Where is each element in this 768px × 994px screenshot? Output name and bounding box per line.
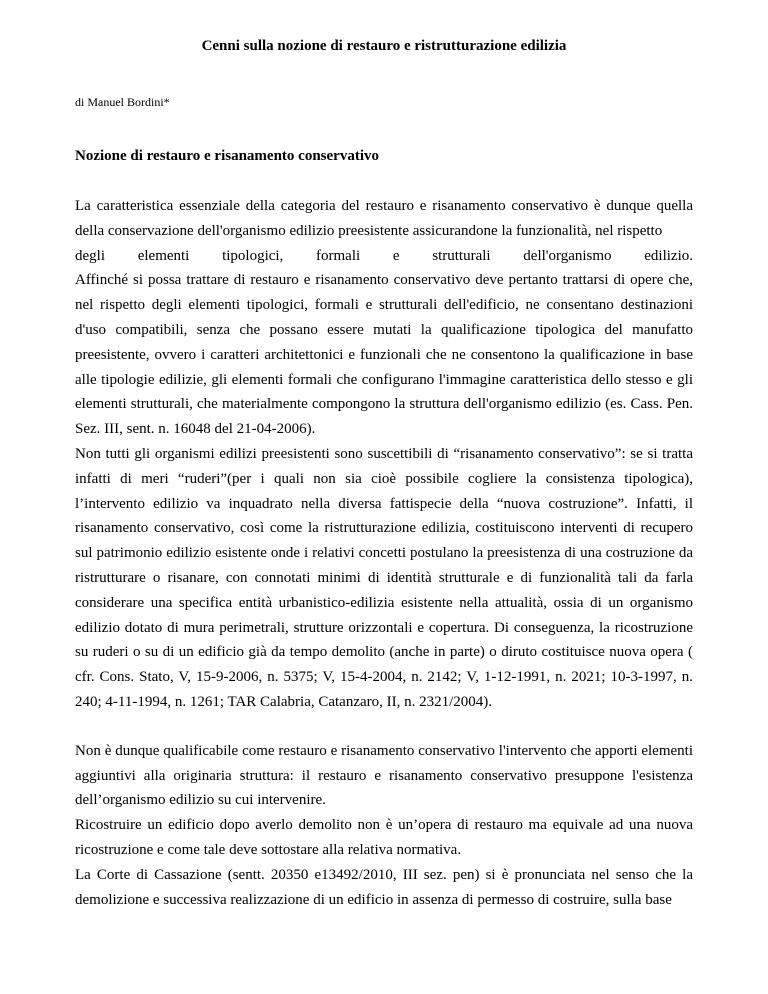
paragraph-last-line: degli elementi tipologici, formali e strutturali dell'organismo edilizio. bbox=[75, 247, 693, 264]
section-heading: Nozione di restauro e risanamento conservativo bbox=[75, 148, 379, 164]
paragraph: Non tutti gli organismi edilizi preesistenti sono suscettibili di “risanamento conservativo”: se si tratta infatti di meri “ruderi”(per i quali non sia cioè possibile cogliere la consistenza tipologica), l’intervento edilizio va inquadrato nella diversa fattispecie della “nuova costruzione”. Infatti, il risanamento conservativo, così come la ristrutturazione edilizia, costituiscono interventi di recupero sul patrimonio edilizio esistente onde i relativi concetti postulano la preesistenza di una costruzione da ristrutturare o risanare, con connotati minimi di identità strutturale e di funzionalità tali da farla considerare una specifica entità urbanistico-edilizia esistente nella attualità, ossia di un organismo edilizio dotato di mura perimetrali, strutture orizzontali e copertura. Di conseguenza, la ricostruzione su ruderi o su di un edificio già da tempo demolito (anche in parte) o diruto costituisce nuova opera ( cfr. Cons. Stato, V, 15-9-2006, n. 5375; V, 15-4-2004, n. 2142; V, 1-12-1991, n. 2021; 10-3-1997, n. 240; 4-11-1994, n. 1261; TAR Calabria, Catanzaro, II, n. 2321/2004). bbox=[75, 445, 693, 710]
author-byline: di Manuel Bordini* bbox=[75, 95, 170, 109]
paragraph: Non è dunque qualificabile come restauro e risanamento conservativo l'intervento che apporti elementi aggiuntivi alla originaria struttura: il restauro e risanamento conservativo presuppone l'esistenza dell’organismo edilizio su cui intervenire. bbox=[75, 742, 693, 809]
paragraph bbox=[75, 194, 693, 268]
paragraph-text: La caratteristica essenziale della categoria del restauro e risanamento conservativo è dunque quella della conservazione dell'organismo edilizio preesistente assicurandone la funzionalità, nel rispetto bbox=[75, 198, 693, 239]
paragraph: Affinché si possa trattare di restauro e risanamento conservativo deve pertanto trattarsi di opere che, nel rispetto degli elementi tipologici, formali e strutturali dell'edificio, ne consentano destinazioni d'uso compatibili, senza che possano essere mutati la qualificazione tipologica del manufatto preesistente, ovvero i caratteri architettonici e funzionali che ne consentono la qualificazione in base alle tipologie edilizie, gli elementi formali che configurano l'immagine caratteristica dello stesso e gli elementi strutturali, che materialmente compongono la struttura dell'organismo edilizio (es. Cass. Pen. Sez. III, sent. n. 16048 del 21-04-2006). bbox=[75, 272, 693, 438]
document-title: Cenni sulla nozione di restauro e ristrutturazione edilizia bbox=[201, 38, 567, 54]
body-text bbox=[75, 194, 693, 912]
paragraph: Ricostruire un edificio dopo averlo demolito non è un’opera di restauro ma equivale ad una nuova ricostruzione e come tale deve sottostare alla relativa normativa. bbox=[75, 817, 693, 858]
paragraph: La Corte di Cassazione (sentt. 20350 e13492/2010, III sez. pen) si è pronunciata nel senso che la demolizione e successiva realizzazione di un edificio in assenza di permesso di costruire, sulla base bbox=[75, 866, 693, 908]
